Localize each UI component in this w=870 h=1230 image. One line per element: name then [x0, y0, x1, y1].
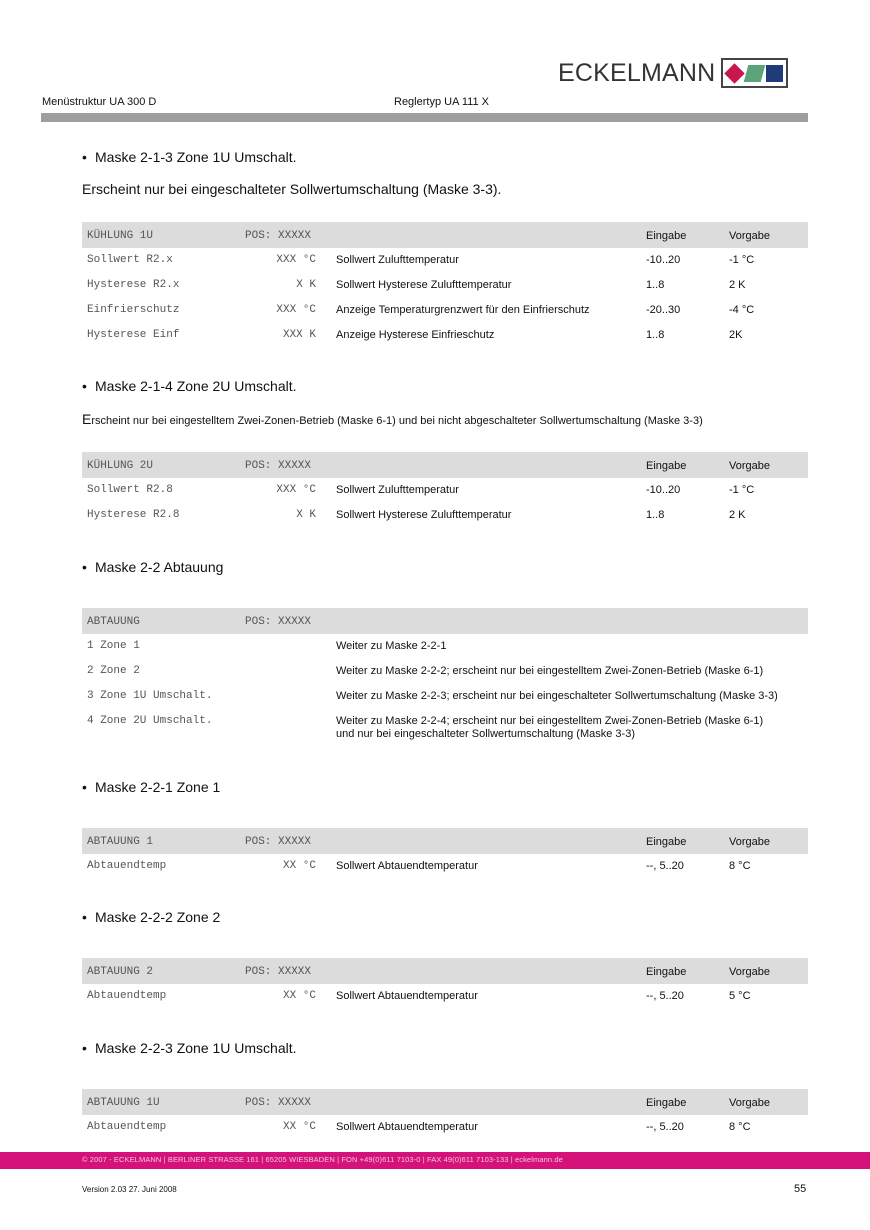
param-input-range: 1..8: [646, 509, 665, 521]
section-note-text: rscheint nur bei eingestelltem Zwei-Zonen-Betrieb (Maske 6-1) und bei nicht abgeschalteter Sollwertumschaltung (Maske 3-3): [91, 415, 703, 427]
param-value: XXX °C: [276, 484, 316, 496]
logo-diamond-mark: [725, 63, 745, 83]
param-description: Sollwert Abtauendtemperatur: [336, 990, 478, 1002]
param-name: Hysterese R2.x: [87, 279, 180, 291]
menu-entry-description: Weiter zu Maske 2-2-3; erscheint nur bei eingeschalteter Sollwertumschaltung (Maske 3-3): [336, 690, 778, 702]
table-row: [82, 298, 808, 323]
mask-table-kuehlung-1u: [82, 222, 808, 348]
param-description: Anzeige Hysterese Einfrieschutz: [336, 329, 495, 341]
section-note: Erscheint nur bei eingeschalteter Sollwertumschaltung (Maske 3-3).: [82, 181, 502, 197]
table-header: [82, 222, 808, 248]
section-note: [82, 411, 703, 427]
section-heading: • Maske 2-1-4 Zone 2U Umschalt.: [82, 378, 297, 394]
col-vorgabe: Vorgabe: [729, 460, 770, 472]
col-vorgabe: Vorgabe: [729, 230, 770, 242]
section-heading: • Maske 2-2-3 Zone 1U Umschalt.: [82, 1040, 297, 1056]
table-row: [82, 478, 808, 503]
param-description: Sollwert Zulufttemperatur: [336, 254, 459, 266]
param-input-range: 1..8: [646, 279, 665, 291]
menu-entry-name: 4 Zone 2U Umschalt.: [87, 715, 213, 727]
menu-entry-name: 2 Zone 2: [87, 665, 140, 677]
document-version: Version 2.03 27. Juni 2008: [82, 1185, 177, 1194]
header-controller-type: Reglertyp UA 111 X: [394, 96, 489, 108]
param-name: Abtauendtemp: [87, 990, 167, 1002]
table-pos: POS: XXXXX: [245, 230, 312, 242]
logo-wordmark: ECKELMANN: [558, 59, 716, 87]
table-row: [82, 503, 808, 528]
param-default: -4 °C: [729, 304, 755, 316]
menu-entry-name: 3 Zone 1U Umschalt.: [87, 690, 213, 702]
table-title: KÜHLUNG 1U: [87, 230, 154, 242]
param-default: 8 °C: [729, 1121, 751, 1133]
table-title: ABTAUUNG 1U: [87, 1097, 160, 1109]
param-name: Abtauendtemp: [87, 1121, 167, 1133]
table-row: [82, 854, 808, 879]
table-title: ABTAUUNG: [87, 616, 140, 628]
table-row: [82, 984, 808, 1009]
mask-table-abtauung-1: [82, 828, 808, 879]
param-value: XX °C: [282, 1121, 316, 1133]
table-pos: POS: XXXXX: [245, 966, 312, 978]
col-eingabe: Eingabe: [646, 966, 687, 978]
param-value: XXX °C: [276, 304, 316, 316]
table-row: [82, 709, 808, 749]
table-title: ABTAUUNG 2: [87, 966, 154, 978]
col-eingabe: Eingabe: [646, 836, 687, 848]
section-heading: • Maske 2-2-1 Zone 1: [82, 779, 221, 795]
param-description: Sollwert Hysterese Zulufttemperatur: [336, 279, 512, 291]
col-eingabe: Eingabe: [646, 230, 687, 242]
param-input-range: --, 5..20: [646, 1121, 684, 1133]
footer-contact-text: © 2007 - ECKELMANN | BERLINER STRASSE 161 | 65205 WIESBADEN | FON +49(0)611 7103-0 | FAX 49(0)611 7103-133 | eckelmann.de: [82, 1155, 563, 1164]
section-heading-text: Maske 2-1-4 Zone 2U Umschalt.: [95, 378, 297, 394]
table-header: [82, 452, 808, 478]
table-title: ABTAUUNG 1: [87, 836, 154, 848]
col-vorgabe: Vorgabe: [729, 1097, 770, 1109]
param-description: Anzeige Temperaturgrenzwert für den Einfrierschutz: [336, 304, 590, 316]
param-name: Einfrierschutz: [87, 304, 180, 316]
header-divider: [41, 113, 808, 122]
param-default: 8 °C: [729, 860, 751, 872]
table-header: [82, 1089, 808, 1115]
param-value: X K: [296, 279, 316, 291]
menu-entry-description: Weiter zu Maske 2-2-1: [336, 640, 447, 652]
table-header: [82, 828, 808, 854]
logo-t-mark: [766, 65, 783, 82]
mask-table-abtauung: [82, 608, 808, 749]
section-heading-text: Maske 2-2-1 Zone 1: [95, 779, 221, 795]
section-heading: • Maske 2-2-2 Zone 2: [82, 909, 221, 925]
param-input-range: 1..8: [646, 329, 665, 341]
menu-entry-description-line: und nur bei eingeschalteter Sollwertumschaltung (Maske 3-3): [336, 728, 635, 740]
menu-entry-description: [336, 715, 806, 741]
table-header: [82, 608, 808, 634]
section-heading-text: Maske 2-2 Abtauung: [95, 559, 224, 575]
table-row: [82, 659, 808, 684]
menu-entry-description: Weiter zu Maske 2-2-2; erscheint nur bei eingestelltem Zwei-Zonen-Betrieb (Maske 6-1): [336, 665, 764, 677]
param-value: XXX K: [282, 329, 316, 341]
param-value: XX °C: [282, 990, 316, 1002]
param-name: Sollwert R2.x: [87, 254, 173, 266]
param-default: 2 K: [729, 279, 746, 291]
table-row: [82, 1115, 808, 1140]
param-name: Hysterese R2.8: [87, 509, 180, 521]
param-description: Sollwert Abtauendtemperatur: [336, 860, 478, 872]
param-input-range: -10..20: [646, 254, 681, 266]
param-input-range: -20..30: [646, 304, 681, 316]
mask-table-kuehlung-2u: [82, 452, 808, 528]
param-value: X K: [296, 509, 316, 521]
table-row: [82, 684, 808, 709]
param-name: Hysterese Einf: [87, 329, 180, 341]
logo-symbol: [721, 58, 788, 88]
header-document-title: Menüstruktur UA 300 D: [42, 96, 157, 108]
param-default: -1 °C: [729, 254, 755, 266]
mask-table-abtauung-1u: [82, 1089, 808, 1140]
param-input-range: --, 5..20: [646, 860, 684, 872]
col-vorgabe: Vorgabe: [729, 966, 770, 978]
table-header: [82, 958, 808, 984]
menu-entry-name: 1 Zone 1: [87, 640, 140, 652]
footer-contact-bar: [0, 1152, 870, 1169]
param-description: Sollwert Abtauendtemperatur: [336, 1121, 478, 1133]
table-row: [82, 634, 808, 659]
param-description: Sollwert Zulufttemperatur: [336, 484, 459, 496]
param-input-range: -10..20: [646, 484, 681, 496]
table-title: KÜHLUNG 2U: [87, 460, 154, 472]
param-default: -1 °C: [729, 484, 755, 496]
eckelmann-logo: [558, 58, 788, 88]
param-input-range: --, 5..20: [646, 990, 684, 1002]
section-note-initial: E: [82, 411, 92, 427]
param-default: 2K: [729, 329, 743, 341]
logo-parallelogram-mark: [744, 65, 766, 82]
table-row: [82, 273, 808, 298]
param-value: XX °C: [282, 860, 316, 872]
table-pos: POS: XXXXX: [245, 1097, 312, 1109]
col-eingabe: Eingabe: [646, 460, 687, 472]
col-eingabe: Eingabe: [646, 1097, 687, 1109]
param-name: Sollwert R2.8: [87, 484, 173, 496]
table-pos: POS: XXXXX: [245, 836, 312, 848]
table-row: [82, 248, 808, 273]
param-default: 2 K: [729, 509, 746, 521]
table-row: [82, 323, 808, 348]
section-heading-text: Maske 2-2-3 Zone 1U Umschalt.: [95, 1040, 297, 1056]
param-name: Abtauendtemp: [87, 860, 167, 872]
param-description: Sollwert Hysterese Zulufttemperatur: [336, 509, 512, 521]
col-vorgabe: Vorgabe: [729, 836, 770, 848]
page-number: 55: [794, 1183, 807, 1195]
table-pos: POS: XXXXX: [245, 616, 312, 628]
section-heading-text: Maske 2-2-2 Zone 2: [95, 909, 221, 925]
param-value: XXX °C: [276, 254, 316, 266]
section-heading-text: Maske 2-1-3 Zone 1U Umschalt.: [95, 149, 297, 165]
table-pos: POS: XXXXX: [245, 460, 312, 472]
param-default: 5 °C: [729, 990, 751, 1002]
menu-entry-description-line: Weiter zu Maske 2-2-4; erscheint nur bei eingestelltem Zwei-Zonen-Betrieb (Maske 6-1): [336, 715, 764, 727]
mask-table-abtauung-2: [82, 958, 808, 1009]
section-heading: • Maske 2-1-3 Zone 1U Umschalt.: [82, 149, 297, 165]
section-heading: • Maske 2-2 Abtauung: [82, 559, 224, 575]
